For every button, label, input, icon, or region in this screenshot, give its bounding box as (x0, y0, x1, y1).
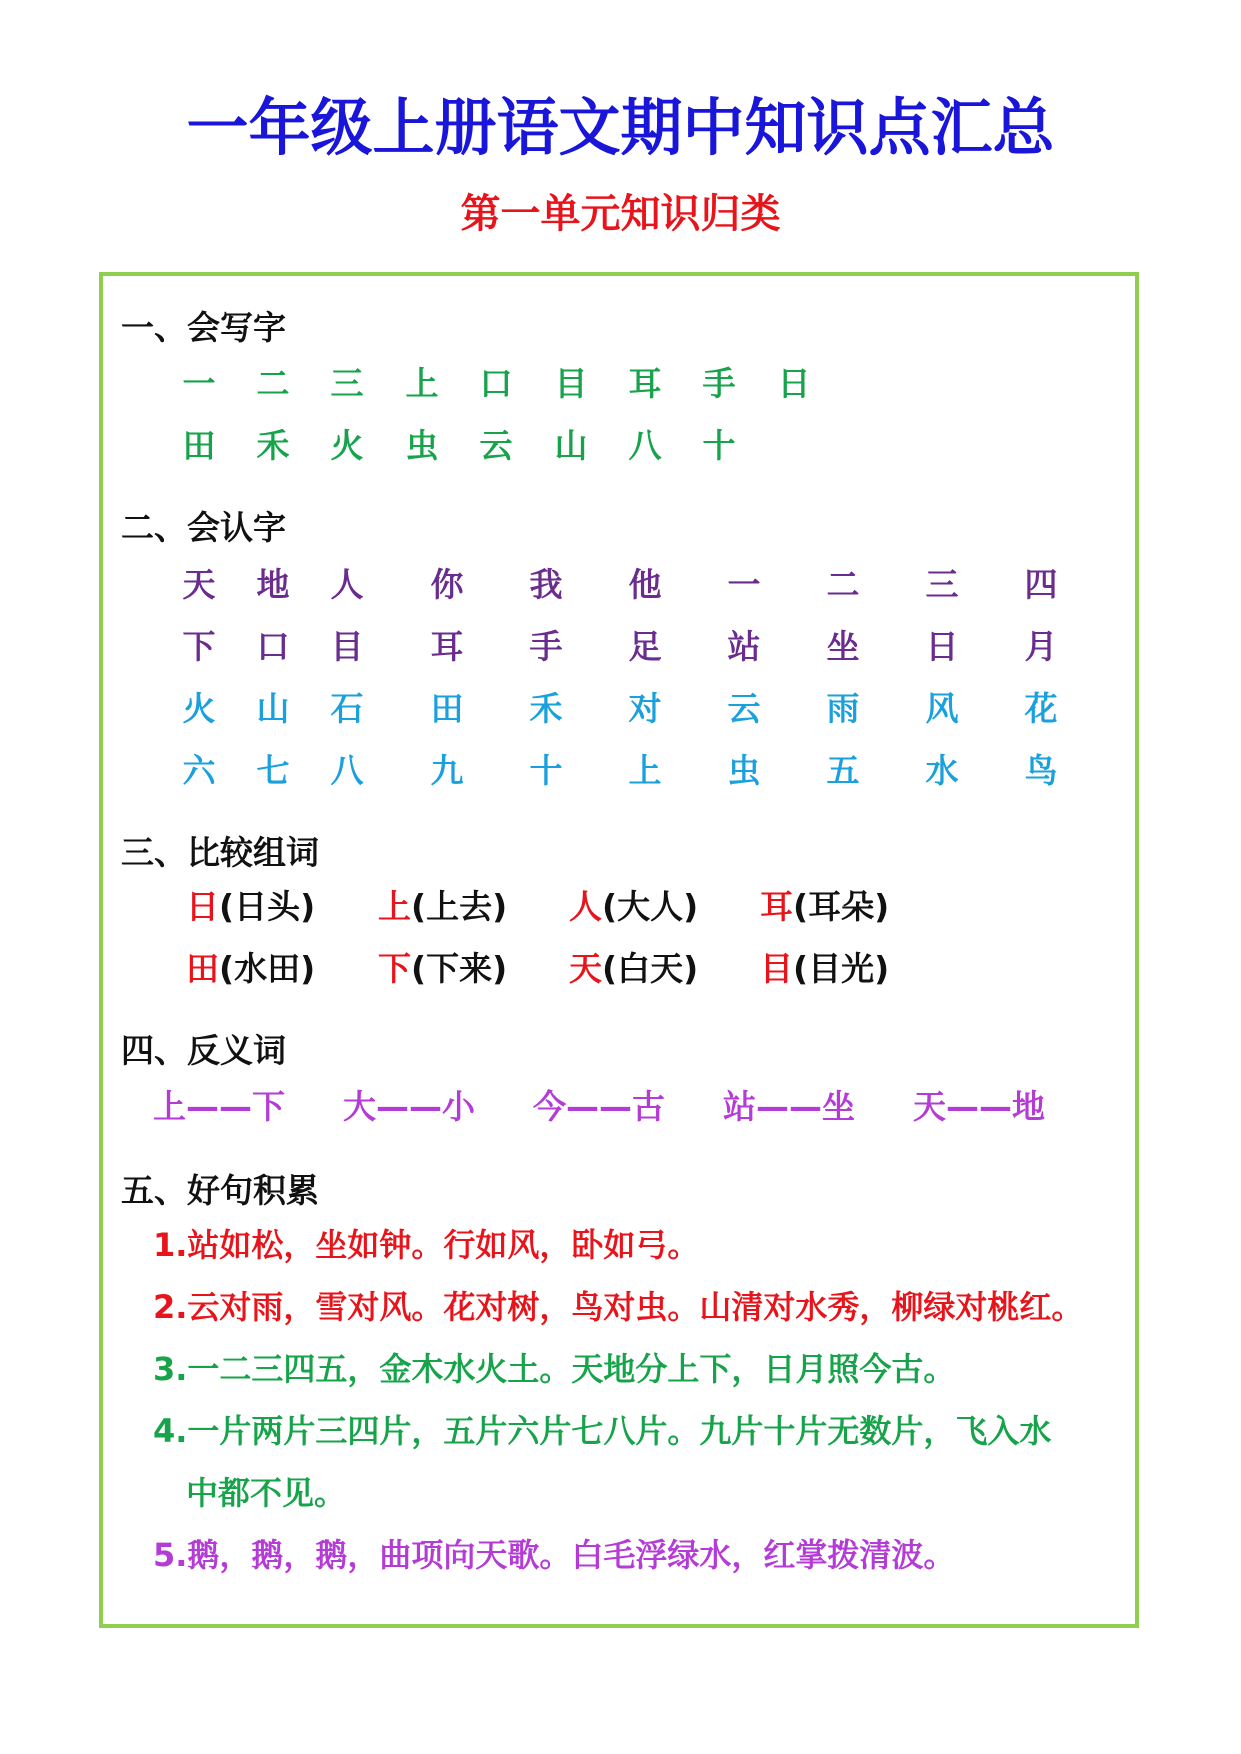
char: 雨 (826, 689, 860, 728)
char: 耳 (628, 364, 662, 403)
char: 地 (256, 565, 290, 604)
char: 鸟 (1024, 751, 1058, 790)
char: 七 (256, 751, 290, 790)
char: 火 (182, 689, 216, 728)
compare-word: (下来) (411, 949, 508, 988)
compare-char: 人 (569, 887, 602, 926)
char: 我 (529, 565, 563, 604)
heading-compare: 三、比较组词 (121, 833, 319, 872)
char: 你 (430, 565, 464, 604)
char: 口 (256, 627, 290, 666)
compare-word: (水田) (219, 949, 316, 988)
char: 花 (1024, 689, 1058, 728)
char: 日 (777, 364, 811, 403)
sentence-line: 4.一片两片三四片，五片六片七八片。九片十片无数片，飞入水 (153, 1412, 1052, 1450)
char: 耳 (430, 627, 464, 666)
char: 月 (1024, 627, 1058, 666)
char: 手 (702, 364, 736, 403)
char: 田 (430, 689, 464, 728)
char: 田 (182, 426, 216, 465)
char: 一 (727, 565, 761, 604)
compare-word: (日头) (219, 887, 316, 926)
compare-pair (378, 882, 507, 932)
char: 三 (925, 565, 959, 604)
char: 人 (330, 565, 364, 604)
char: 上 (628, 751, 662, 790)
compare-word: (大人) (602, 887, 699, 926)
compare-word: (耳朵) (793, 887, 890, 926)
compare-pair (186, 882, 315, 932)
compare-word: (白天) (602, 949, 699, 988)
compare-pair (378, 944, 507, 994)
char: 二 (256, 364, 290, 403)
char: 五 (826, 751, 860, 790)
char: 目 (330, 627, 364, 666)
char: 对 (628, 689, 662, 728)
sentence-line: 中都不见。 (186, 1474, 347, 1512)
sentence-line: 3.一二三四五，金木水火土。天地分上下，日月照今古。 (153, 1350, 956, 1388)
heading-sentences: 五、好句积累 (121, 1171, 319, 1210)
char: 站 (727, 627, 761, 666)
char: 云 (479, 426, 513, 465)
char: 八 (330, 751, 364, 790)
antonym-pair: 上——下 (153, 1087, 285, 1126)
compare-char: 耳 (760, 887, 793, 926)
compare-pair (569, 882, 698, 932)
char: 八 (628, 426, 662, 465)
char: 火 (330, 426, 364, 465)
content-box (99, 272, 1139, 1628)
char: 水 (925, 751, 959, 790)
char: 十 (529, 751, 563, 790)
char: 目 (554, 364, 588, 403)
antonym-pair: 大——小 (343, 1087, 475, 1126)
char: 禾 (529, 689, 563, 728)
char: 上 (405, 364, 439, 403)
compare-char: 日 (186, 887, 219, 926)
antonym-pair: 站——坐 (723, 1087, 855, 1126)
heading-recognize: 二、会认字 (121, 508, 286, 547)
compare-word: (上去) (411, 887, 508, 926)
char: 山 (256, 689, 290, 728)
char: 日 (925, 627, 959, 666)
char: 山 (554, 426, 588, 465)
antonym-pair: 天——地 (913, 1087, 1045, 1126)
char: 天 (182, 565, 216, 604)
compare-char: 天 (569, 949, 602, 988)
char: 下 (182, 627, 216, 666)
sentence-line: 2.云对雨，雪对风。花对树，鸟对虫。山清对水秀，柳绿对桃红。 (153, 1288, 1084, 1326)
heading-write: 一、会写字 (121, 308, 286, 347)
char: 坐 (826, 627, 860, 666)
char: 他 (628, 565, 662, 604)
char: 二 (826, 565, 860, 604)
sentence-line: 1.站如松，坐如钟。行如风，卧如弓。 (153, 1226, 700, 1264)
char: 禾 (256, 426, 290, 465)
char: 云 (727, 689, 761, 728)
heading-antonyms: 四、反义词 (121, 1031, 286, 1070)
char: 虫 (727, 751, 761, 790)
compare-pair (760, 944, 889, 994)
compare-word: (目光) (793, 949, 890, 988)
compare-char: 目 (760, 949, 793, 988)
compare-pair (186, 944, 315, 994)
char: 手 (529, 627, 563, 666)
char: 一 (182, 364, 216, 403)
compare-pair (760, 882, 889, 932)
page-title: 一年级上册语文期中知识点汇总 (186, 91, 1055, 164)
char: 口 (479, 364, 513, 403)
compare-char: 下 (378, 949, 411, 988)
sentence-line: 5.鹅，鹅，鹅，曲项向天歌。白毛浮绿水，红掌拨清波。 (153, 1536, 956, 1574)
char: 风 (925, 689, 959, 728)
char: 虫 (405, 426, 439, 465)
char: 四 (1024, 565, 1058, 604)
compare-pair (569, 944, 698, 994)
page-subtitle: 第一单元知识归类 (460, 191, 781, 237)
char: 三 (330, 364, 364, 403)
compare-char: 上 (378, 887, 411, 926)
char: 石 (330, 689, 364, 728)
char: 足 (628, 627, 662, 666)
char: 十 (702, 426, 736, 465)
char: 六 (182, 751, 216, 790)
char: 九 (430, 751, 464, 790)
antonym-pair: 今——古 (533, 1087, 665, 1126)
compare-char: 田 (186, 949, 219, 988)
